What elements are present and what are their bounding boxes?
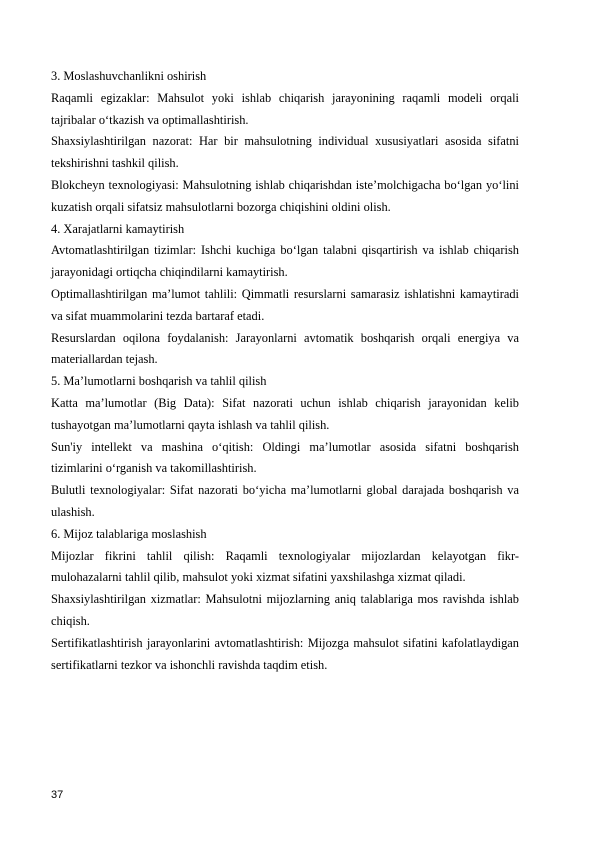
section-heading: 4. Xarajatlarni kamaytirish xyxy=(51,221,185,236)
section-flexibility xyxy=(51,66,519,219)
section-heading: 3. Moslashuvchanlikni oshirish xyxy=(51,69,207,83)
page-number: 37 xyxy=(51,789,64,801)
paragraph-big-data: Katta ma’lumotlar (Big Data): Sifat nazorati uchun ishlab chiqarish jarayonidan kelib tushayotgan ma’lumotlarni qayta ishlash va tahlil qilish. xyxy=(51,395,519,432)
paragraph-digital-twins: Raqamli egizaklar: Mahsulot yoki ishlab chiqarish jarayonining raqamli modeli orqali tajribalar o‘tkazish va optimallashtirish. xyxy=(51,90,519,127)
section-heading: 6. Mijoz talablariga moslashish xyxy=(51,526,207,541)
paragraph-optimized-analysis: Optimallashtirilgan ma’lumot tahlili: Qimmatli resurslarni samarasiz ishlatishni kamaytiradi va sifat muammolarini tezda bartaraf etadi. xyxy=(51,286,519,323)
section-data-management xyxy=(51,371,519,524)
paragraph-personalized-services: Shaxsiylashtirilgan xizmatlar: Mahsulotni mijozlarning aniq talablariga mos ravishda ishlab chiqish. xyxy=(51,592,519,628)
paragraph-personalized-control: Shaxsiylashtirilgan nazorat: Har bir mahsulotning individual xususiyatlari asosida sifatni tekshirishni tashkil qilish. xyxy=(51,134,519,171)
section-heading: 5. Ma’lumotlarni boshqarish va tahlil qilish xyxy=(51,374,267,389)
paragraph-blockchain: Blokcheyn texnologiyasi: Mahsulotning ishlab chiqarishdan iste’molchigacha bo‘lgan yo‘lini kuzatish orqali sifatsiz mahsulotlarni bozorga chiqishini oldini olish. xyxy=(51,177,519,214)
paragraph-cloud: Bulutli texnologiyalar: Sifat nazorati bo‘yicha ma’lumotlarni global darajada boshqarish va ulashish. xyxy=(51,483,519,519)
paragraph-customer-feedback: Mijozlar fikrini tahlil qilish: Raqamli texnologiyalar mijozlardan kelayotgan fikr-mulohazalarni tahlil qilib, mahsulot yoki xizmat sifatini yaxshilashga xizmat qiladi. xyxy=(51,548,519,585)
paragraph-automated-systems: Avtomatlashtirilgan tizimlar: Ishchi kuchiga bo‘lgan talabni qisqartirish va ishlab chiqarish jarayonidagi ortiqcha chiqindilarni kamaytirish. xyxy=(51,243,519,280)
paragraph-ai-ml: Sun'iy intellekt va mashina o‘qitish: Oldingi ma’lumotlar asosida sifatni boshqarish tizimlarini o‘rganish va takomillashtirish. xyxy=(51,439,519,476)
section-cost-reduction xyxy=(51,219,519,372)
paragraph-certification: Sertifikatlashtirish jarayonlarini avtomatlashtirish: Mijozga mahsulot sifatini kafolatlaydigan sertifikatlarni tezkor va ishonchli ravishda taqdim etish. xyxy=(51,635,519,672)
section-customer-requirements xyxy=(51,524,519,677)
document-body xyxy=(51,66,519,676)
paragraph-resource-usage: Resurslardan oqilona foydalanish: Jarayonlarni avtomatik boshqarish orqali energiya va materiallardan tejash. xyxy=(51,330,519,367)
